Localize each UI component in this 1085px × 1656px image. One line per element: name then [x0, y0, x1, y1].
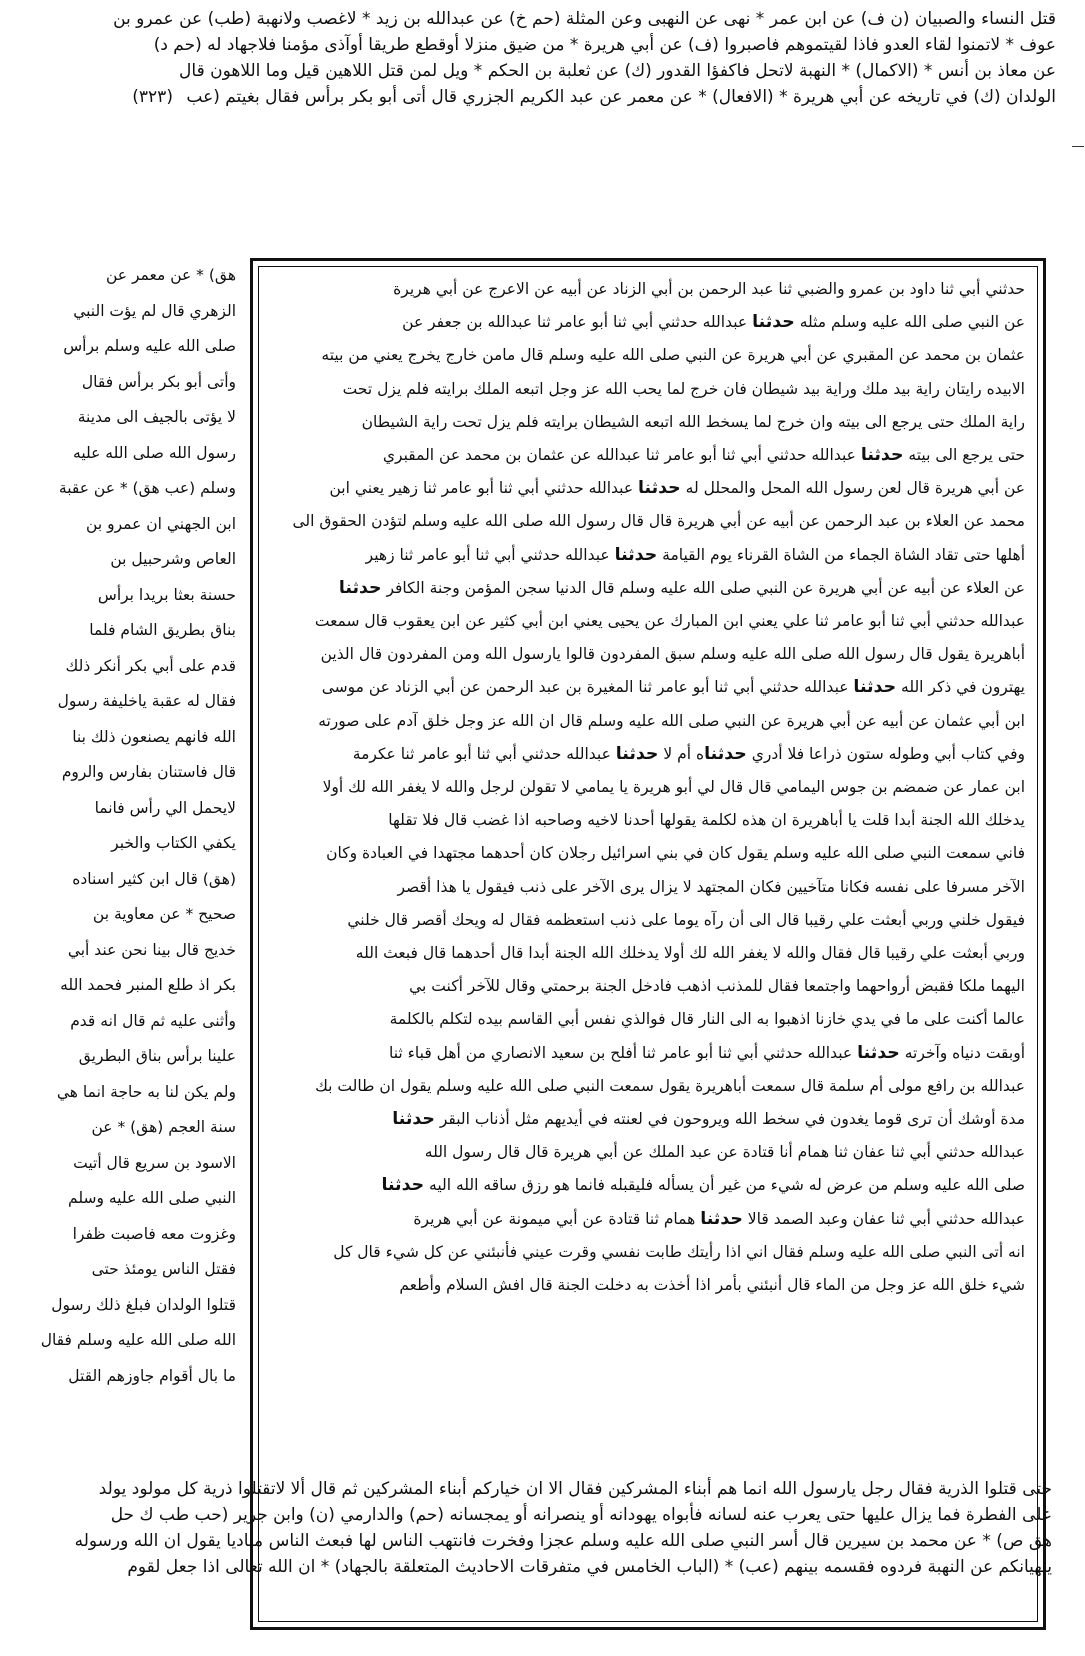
- heading-word: حدثنا: [638, 478, 681, 499]
- main-text-block: [258, 266, 1038, 1622]
- side-line: (هق) قال ابن كثير اسناده: [72, 869, 236, 888]
- side-line: بناق بطريق الشام فلما: [89, 621, 236, 639]
- side-line: حسنة بعثا بريدا برأس: [97, 585, 236, 604]
- main-line: انه أتى النبي صلى الله عليه وسلم فقال اني اذا رأيتك طابت نفسي وقرت عيني فأنبئني عن كل شيء قال كل: [333, 1242, 1025, 1261]
- main-line: فيقول خلني وربي أبعثت علي رقيبا قال الى أن رآه يوما على ذنب استعظمه فقال له ويحك أقصر قال خلني: [347, 910, 1025, 929]
- heading-word: حدثنا: [700, 1208, 743, 1229]
- heading-word: حدثنا: [338, 577, 382, 598]
- footer-line: على الفطرة فما يزال عليها حتى يعرب عنه لسانه فأبواه يهودانه أو ينصرانه أو يمجسانه (حم) والدارمي (ن) وابن جرير (حب طب ك حل: [110, 1505, 1052, 1525]
- side-line: فقتل الناس يومئذ حتى: [91, 1260, 236, 1278]
- main-line: صلى الله عليه وسلم من عرض له شيء من غير أن يسأله فليقبله فانما هو رزق ساقه الله اليه حدثنا: [381, 1175, 1025, 1196]
- main-line: عن النبي صلى الله عليه وسلم مثله حدثنا عبدالله حدثني أبي ثنا أبو عامر ثنا عبدالله بن جعفر عن: [402, 312, 1025, 333]
- margin-mark: [1072, 146, 1084, 147]
- main-line: راية الملك حتى يرجع الى بيته وان خرج لما يسخط الله اتبعه الشيطان برايته فلم يزل تحت راية الشيطان: [361, 412, 1025, 431]
- main-line: عالما أكنت على ما في يدي خازنا اذهبوا به الى النار قال فوالذي نفس أبي القاسم بيده لتكلم بالكلمة: [389, 1010, 1025, 1029]
- main-line: ابن أبي عثمان عن أبيه عن أبي هريرة عن النبي صلى الله عليه وسلم قال ان الله عز وجل خلق آدم على صورته: [318, 711, 1025, 730]
- heading-word: حدثنا: [860, 445, 904, 466]
- side-line: علينا برأس بناق البطريق: [78, 1047, 236, 1065]
- main-line: فاني سمعت النبي صلى الله عليه وسلم يقول كان في بني اسرائيل رجلان كان أحدهما مجتهدا في العبادة وكان: [326, 844, 1025, 863]
- heading-word: حدثنا: [752, 312, 795, 333]
- header-line: عن معاذ بن أنس * (الاكمال) * النهبة لاتحل فاكفؤا القدور (ك) عن ثعلبة بن الحكم * ويل لمن قتل اللاهين قيل وما اللاهون قال: [179, 61, 1056, 81]
- main-line: حتى يرجع الى بيته حدثنا عبدالله حدثني أبي ثنا أبو عامر ثنا عبدالله عن عثمان بن محمد عن المقبري: [382, 445, 1025, 466]
- heading-word: حدثنا: [704, 743, 747, 764]
- main-line: وربي أبعثت علي رقيبا قال فقال والله لا يغفر الله لك أولا يدخلك الله الجنة أبدا قال أحدهما قال فبعث الله: [355, 944, 1025, 963]
- main-line: يهترون في ذكر الله حدثنا عبدالله حدثني أبي ثنا أبو عامر ثنا المغيرة بن عبد الرحمن عن أبي الزناد عن موسى: [321, 677, 1025, 698]
- main-line: الابيده رايتان راية بيد ملك وراية بيد شيطان فان خرج لما يحب الله عز وجل اتبعه الملك برايته فلم يزل تحت: [342, 379, 1025, 398]
- header-line: قتل النساء والصبيان (ن ف) عن ابن عمر * نهى عن النهبى وعن المثلة (حم خ) عن عبدالله بن زيد * لاغصب ولانهبة (طب) عن عمرو بن: [113, 9, 1056, 29]
- side-line: يكفي الكتاب والخبر: [111, 834, 236, 852]
- side-line: صحيح * عن معاوية بن: [92, 905, 236, 923]
- main-line: عن العلاء عن أبيه عن أبي هريرة عن النبي صلى الله عليه وسلم قال الدنيا سجن المؤمن وجنة الكافر حدثنا: [338, 577, 1025, 598]
- side-line: هق) * عن معمر عن: [106, 266, 236, 284]
- side-line: وأثنى عليه ثم قال انه قدم: [70, 1011, 236, 1030]
- side-line: وغزوت معه فاصبت ظفرا: [72, 1224, 236, 1243]
- main-line: عبدالله حدثني أبي ثنا أبو عامر ثنا علي يعني ابن المبارك عن يحيى يعني ابن أبي كثير عن ابن يعقوب قال سمعت: [314, 612, 1025, 631]
- heading-word: حدثنا: [857, 1042, 900, 1063]
- side-line: قال فاستنان بفارس والروم: [61, 763, 236, 781]
- main-line: عن أبي هريرة قال لعن رسول الله المحل والمحلل له حدثنا عبدالله حدثني أبي ثنا أبو عامر ثنا زهير يعني ابن: [329, 478, 1025, 499]
- side-line: ما بال أقوام جاوزهم القتل: [68, 1366, 236, 1385]
- side-column: [24, 258, 236, 1656]
- main-line: محمد عن العلاء بن عبد الرحمن عن أبيه عن أبي هريرة قال قال رسول الله صلى الله عليه وسلم لتؤدن الحقوق الى: [292, 512, 1025, 531]
- header-text-block: [38, 6, 1056, 256]
- footer-block: [22, 1476, 1052, 1580]
- main-line: أباهريرة يقول قال رسول الله صلى الله عليه وسلم سبق المفردون قالوا يارسول الله ومن المفردون قال الذين: [320, 645, 1025, 664]
- main-line: عبدالله حدثني أبي ثنا عفان ثنا همام أنا قتادة عن عبد الملك عن أبي هريرة قال قال رسول الله: [424, 1143, 1025, 1162]
- main-line: أهلها حتى تقاد الشاة الجماء من الشاة القرناء يوم القيامة حدثنا عبدالله حدثني أبي ثنا أبو عامر ثنا زهير: [365, 544, 1025, 565]
- heading-word: حدثنا: [615, 743, 659, 764]
- side-line: ولم يكن لنا به حاجة انما هي: [56, 1082, 236, 1101]
- side-line: بكر اذ طلع المنبر فحمد الله: [60, 976, 236, 994]
- heading-word: حدثنا: [614, 544, 658, 565]
- footer-line: حتى قتلوا الذرية فقال رجل يارسول الله انما هم أبناء المشركين فقال الا ان خياركم أبناء المشركين ثم قال ألا لاتقتلوا ذرية كل مولود يولد: [98, 1479, 1052, 1499]
- side-line: النبي صلى الله عليه وسلم: [68, 1189, 236, 1207]
- main-line: الآخر مسرفا على نفسه فكانا متآخيين فكان المجتهد لا يزال يرى الآخر على ذنب فيقول يا هذا أقصر: [397, 877, 1025, 896]
- side-line: الله فانهم يصنعون ذلك بنا: [72, 727, 236, 746]
- main-line: يدخلك الله الجنة أبدا قلت يا أباهريرة ان هذه لكلمة يقولها أحدنا لاخيه وصاحبه اذا غضب قال فلا تقلها: [388, 811, 1025, 830]
- main-line: شيء خلق الله عز وجل من الماء قال أنبئني بأمر اذا أخذت به دخلت الجنة قال افش السلام وأطعم: [399, 1276, 1025, 1295]
- side-line: قتلوا الولدان فبلغ ذلك رسول: [51, 1295, 236, 1314]
- main-line: اليهما ملكا فقبض أرواحهما واجتمعا فقال للمذنب اذهب فادخل الجنة برحمتي وقال للآخر أكنت بي: [409, 977, 1025, 996]
- main-line: مدة أوشك أن ترى قوما يغدون في سخط الله ويروحون في لعنته في أيديهم مثل أذناب البقر حدثنا: [392, 1109, 1025, 1130]
- main-line: عبدالله بن رافع مولى أم سلمة قال سمعت أباهريرة يقول سمعت النبي صلى الله عليه وسلم يقول ان طالت بك: [315, 1076, 1025, 1095]
- main-line: وفي كتاب أبي وطوله ستون ذراعا فلا أدري حدثناه أم لا حدثنا عبدالله حدثني أبي ثنا أبو عامر ثنا عكرمة: [352, 743, 1025, 764]
- heading-word: حدثنا: [392, 1109, 435, 1130]
- heading-word: حدثنا: [381, 1175, 425, 1196]
- footer-line: ينهيانكم عن النهبة فردوه فقسمه بينهم (عب) * (الباب الخامس في متفرقات الاحاديث المتعلقة بالجهاد) * ان الله تعالى اذا جعل لقوم: [127, 1557, 1052, 1577]
- main-line: عثمان بن محمد عن المقبري عن أبي هريرة عن النبي صلى الله عليه وسلم قال مامن خارج يخرج يعني من بيته: [321, 346, 1025, 365]
- main-text-frame: [250, 258, 1046, 1630]
- footer-line: هق ص) * عن محمد بن سيرين قال أسر النبي صلى الله عليه وسلم عجزا وفخرت فانتهب الناس لها فبعث الناس مناديا يقول ان الله ورسوله: [74, 1531, 1052, 1551]
- page-number: (٣٢٣): [132, 87, 173, 107]
- side-line: لايحمل الي رأس فانما: [94, 798, 236, 817]
- main-line: عبدالله حدثني أبي ثنا عفان وعبد الصمد قالا حدثنا همام ثنا قتادة عن أبي ميمونة عن أبي هريرة: [413, 1208, 1025, 1229]
- main-line: حدثني أبي ثنا داود بن عمرو والضبي ثنا عبد الرحمن بن أبي الزناد عن أبيه عن الاعرج عن أبي هريرة: [393, 280, 1025, 298]
- heading-word: حدثنا: [853, 677, 897, 698]
- side-line: قدم على أبي بكر أنكر ذلك: [65, 656, 236, 675]
- side-line: صلى الله عليه وسلم برأس: [63, 337, 236, 355]
- side-line: الاسود بن سريع قال أتيت: [73, 1153, 236, 1172]
- side-line: الزهري قال لم يؤت النبي: [73, 301, 236, 320]
- header-line-text: الولدان (ك) في تاريخه عن أبي هريرة * (الافعال) * عن معمر عن عبد الكريم الجزري قال أتى أبو بكر برأس فقال بغيتم (عب: [186, 87, 1056, 107]
- side-line: لا يؤتى بالجيف الى مدينة: [77, 408, 236, 426]
- side-line: وسلم (عب هق) * عن عقبة: [58, 479, 236, 497]
- main-line: أوبقت دنياه وآخرته حدثنا عبدالله حدثني أبي ثنا أبو عامر ثنا أفلح بن سعيد الانصاري من أهل قباء ثنا: [388, 1042, 1025, 1063]
- side-line: فقال له عقبة ياخليفة رسول: [57, 692, 236, 710]
- side-line: سنة العجم (هق) * عن: [91, 1118, 236, 1136]
- main-line: ابن عمار عن ضمضم بن جوس اليمامي قال قال لي أبو هريرة يا يمامي لا تقولن لرجل والله لا يغفر الله لك أولا: [322, 778, 1025, 797]
- header-line: عوف * لاتمنوا لقاء العدو فاذا لقيتموهم فاصبروا (ف) عن أبي هريرة * من ضيق منزلا أوقطع طريقا أوآذى مؤمنا فلاجهاد له (حم د): [153, 35, 1056, 55]
- side-line: ابن الجهني ان عمرو بن: [86, 514, 236, 533]
- side-line: الله صلى الله عليه وسلم فقال: [40, 1331, 236, 1349]
- side-line: خديج قال بينا نحن عند أبي: [67, 940, 236, 959]
- side-line: العاص وشرحبيل بن: [110, 550, 236, 568]
- side-line: وأتى أبو بكر برأس فقال: [81, 372, 236, 391]
- side-line: رسول الله صلى الله عليه: [73, 443, 236, 462]
- header-line: [38, 84, 1056, 110]
